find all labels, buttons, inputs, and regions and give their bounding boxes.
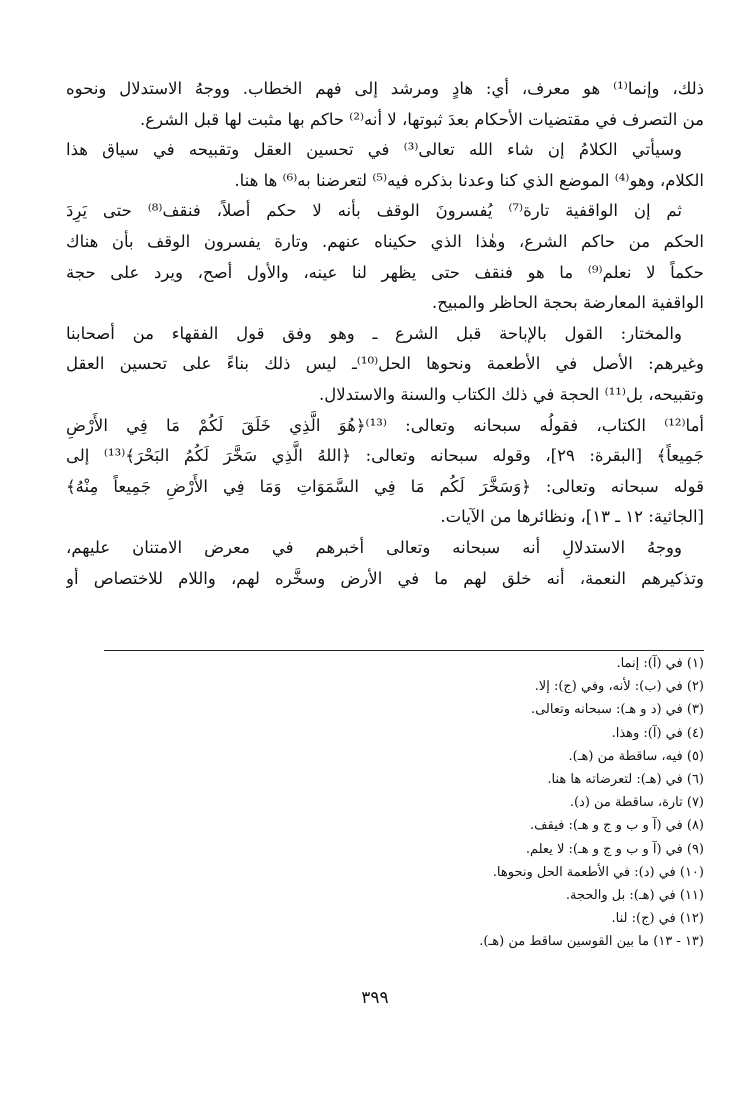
page-number: ٣٩٩ bbox=[361, 988, 389, 1008]
text-line-9: والمختار: القول بالإباحة قبل الشرع ـ وهو وفق قول الفقهاء من أصحابنا bbox=[66, 323, 682, 343]
text-line-10: وغيرهم: الأصل في الأطعمة ونحوها الحل⁽¹⁰⁾ـ ليس ذلك بناءً على تحسين العقل bbox=[66, 354, 704, 374]
footnote-8: (٨) في (آ و ب و ج و هـ): فيقف. bbox=[530, 818, 704, 834]
text-line-12: أما⁽¹²⁾ الكتاب، فقولُه سبحانه وتعالى: ⁽¹³⁾﴿هُوَ الَّذِي خَلَقَ لَكُمْ مَا فِي الأَرْضِ bbox=[66, 415, 704, 435]
footnote-1: (١) في (آ): إنما. bbox=[616, 656, 704, 671]
footnote-10: (١٠) في (د): في الأطعمة الحل ونحوها. bbox=[492, 864, 704, 880]
text-line-11: وتقبيحه، بل⁽¹¹⁾ الحجة في ذلك الكتاب والسنة والاستدلال. bbox=[319, 384, 704, 404]
text-line-2: من التصرف في مقتضيات الأحكام بعدَ ثبوتها، لا أنه⁽²⁾ حاكم بها مثبت لها قبل الشرع. bbox=[140, 109, 704, 129]
footnote-9: (٩) في (آ و ب و ج و هـ): لا يعلم. bbox=[525, 841, 704, 857]
text-line-14: قوله سبحانه وتعالى: ﴿وَسَخَّرَ لَكُم مَا فِي السَّمَوَاتِ وَمَا فِي الأَرْضِ جَمِيعاً مِنْهُ﴾ bbox=[66, 476, 704, 496]
text-line-8: الواقفية المعارضة بحجة الحاظر والمبيح. bbox=[432, 293, 704, 313]
text-line-1: ذلك، وإنما⁽¹⁾ هو معرف، أي: هادٍ ومرشد إلى فهم الخطاب. ووجهُ الاستدلال ونحوه bbox=[66, 79, 704, 98]
text-line-3: وسيأتي الكلامُ إن شاء الله تعالى⁽³⁾ في تحسين العقل وتقبيحه في سياق هذا bbox=[66, 140, 682, 160]
text-line-7: حكماً لا نعلم⁽⁹⁾ ما هو فنقف حتى يظهر لنا عينه، والأول أصح، ويرد على حجة bbox=[66, 262, 704, 282]
text-line-5: ثم إن الواقفية تارة⁽⁷⁾ يُفسرونَ الوقف بأنه لا حكم أصلاً، فنقف⁽⁸⁾ حتى يَرِدَ bbox=[66, 201, 682, 221]
footnotes bbox=[120, 652, 704, 954]
text-line-4: الكلام، وهو⁽⁴⁾ الموضع الذي كنا وعدنا بذكره فيه⁽⁵⁾ لتعرضنا به⁽⁶⁾ ها هنا. bbox=[234, 170, 704, 190]
footnote-divider bbox=[104, 650, 704, 651]
footnote-3: (٣) في (د و هـ): سبحانه وتعالى. bbox=[530, 702, 704, 718]
text-line-13: جَمِيعاً﴾ [البقرة: ٢٩]، وقوله سبحانه وتعالى: ﴿اللهُ الَّذِي سَخَّرَ لَكُمُ البَحْرَ﴾⁽¹³⁾ إلى bbox=[66, 446, 704, 466]
footnote-12: (١٢) في (ج): لنا. bbox=[611, 911, 704, 927]
footnote-11: (١١) في (هـ): بل والحجة. bbox=[565, 888, 704, 904]
text-line-17: وتذكيرهم النعمة، أنه خلق لهم ما في الأرض وسخَّره لهم، واللام للاختصاص أو bbox=[66, 568, 704, 588]
footnote-4: (٤) في (آ): وهذا. bbox=[611, 725, 704, 741]
footnote-2: (٢) في (ب): لأنه، وفي (ج): إلا. bbox=[534, 679, 704, 695]
footnote-13: (١٣ - ١٣) ما بين القوسين ساقط من (هـ). bbox=[479, 934, 704, 950]
main-text bbox=[66, 74, 704, 594]
footnote-6: (٦) في (هـ): لتعرضاته ها هنا. bbox=[547, 772, 704, 788]
footnote-7: (٧) تارة، ساقطة من (د). bbox=[569, 795, 704, 811]
text-line-6: الحكم من حاكم الشرع، وهٰذا الذي حكيناه عنهم. وتارة يفسرون الوقف بأن هناك bbox=[66, 231, 704, 251]
footnote-5: (٥) فيه، ساقطة من (هـ). bbox=[568, 748, 704, 764]
text-line-16: ووجهُ الاستدلالِ أنه سبحانه وتعالى أخبرهم في معرض الامتنان عليهم، bbox=[66, 537, 682, 557]
text-line-15: [الجاثية: ١٢ ـ ١٣]، ونظائرها من الآيات. bbox=[440, 507, 704, 527]
